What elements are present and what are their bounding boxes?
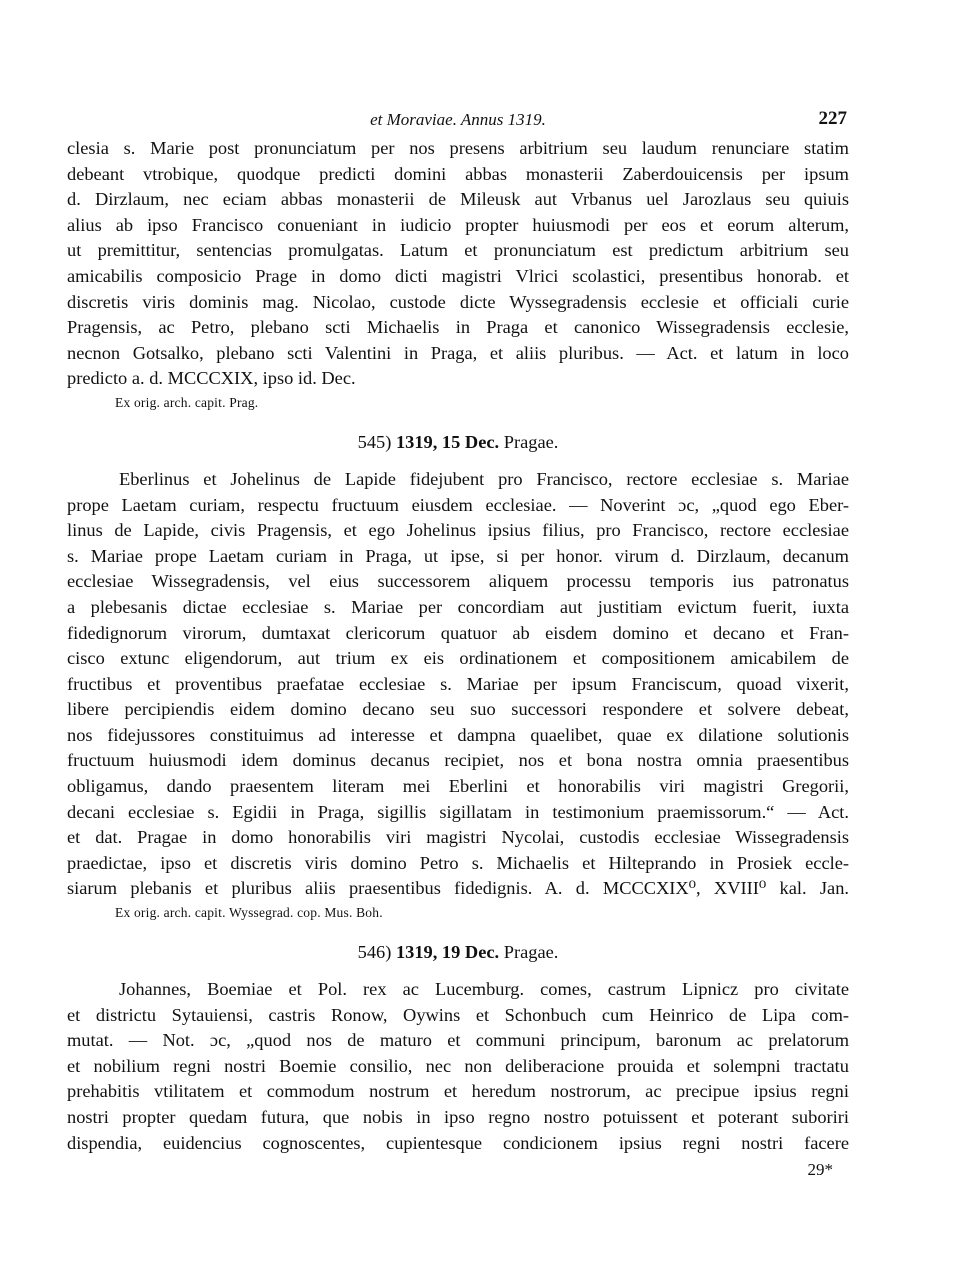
text-line: decani ecclesiae s. Egidii in Praga, sigillis sigillatam in testimonium praemissorum.“ — Act.	[67, 801, 849, 822]
text-line: a plebesanis dictae ecclesiae s. Mariae per concordiam aut justitiam evictum fuerit, iuxta	[67, 596, 849, 617]
text-line: nos fidejussores constituimus ad interesse et dampna quaelibet, quae ex dilatione solutionis	[67, 724, 849, 745]
text-line: fidedignorum virorum, dumtaxat clericorum quatuor ab eisdem domino et decano et Fran-	[67, 622, 849, 643]
source-note-545: Ex orig. arch. capit. Wyssegrad. cop. Mus. Boh.	[115, 905, 383, 921]
text-line: nostri propter quedam futura, que nobis in ipso regno nostro potuissent et poterant suboriri	[67, 1107, 849, 1127]
text-line: praedictae, ipso et discretis viris domino Petro s. Michaelis et Hilteprando in Prosiek eccle-	[67, 852, 849, 873]
document-number: 546)	[357, 942, 392, 963]
text-line: obligamus, dando praesentem literam mei Eberlini et honorabilis viri magistri Gregorii,	[67, 776, 849, 797]
text-line: et districtu Sytauiensi, castris Ronow, Oywins et Schonbuch cum Heinrico de Lipa com-	[67, 1004, 849, 1025]
text-line: fructibus et proventibus praefatae ecclesiae s. Mariae per ipsum Franciscum, quoad vixerit,	[67, 673, 849, 694]
text-line: prope Laetam curiam, respectu fructuum eiusdem ecclesiae. — Noverint ɔc, „quod ego Eber-	[67, 494, 849, 515]
page	[67, 106, 849, 1179]
text-line: d. Dirzlaum, nec eciam abbas monasterii de Mileusk aut Vrbanus uel Jarozlaus seu quiuis	[67, 189, 849, 210]
page-number: 227	[818, 108, 847, 129]
page-header	[67, 106, 849, 136]
document-546-text	[67, 977, 849, 1156]
text-line: siarum plebanis et pluribus aliis praesentibus fidedignis. A. d. MCCCXIX⁰, XVIII⁰ kal. Jan.	[67, 878, 849, 899]
document-date: 1319, 19 Dec.	[395, 942, 500, 963]
source-note-1: Ex orig. arch. capit. Prag.	[115, 394, 259, 410]
text-line: et dat. Pragae in domo honorabilis viri magistri Nycolai, custodis ecclesiae Wissegradensis	[67, 827, 849, 848]
document-number: 545)	[357, 431, 392, 452]
section-1-text	[67, 136, 849, 392]
text-line: Johannes, Boemiae et Pol. rex ac Lucemburg. comes, castrum Lipnicz pro civitate	[119, 979, 849, 1000]
text-line: ut premittitur, sentencias promulgatas. Latum et pronunciatum est predictum arbitrium seu	[67, 240, 849, 261]
text-line: Pragensis, ac Petro, plebano scti Michaelis in Praga et canonico Wissegradensis ecclesie,	[67, 317, 849, 338]
text-line: necnon Gotsalko, plebano scti Valentini in Praga, et aliis pluribus. — Act. et latum in loco	[67, 342, 849, 363]
document-place: Pragae.	[503, 942, 559, 963]
text-line: fructuum huiusmodi idem dominus decanus recipiet, nos et bona nostra omnia praesentibus	[67, 750, 849, 771]
document-heading-546	[67, 942, 849, 963]
text-line: amicabilis composicio Prage in domo dicti magistri Vlrici scolastici, presentibus honorab. et	[67, 265, 849, 286]
document-545-text	[67, 467, 849, 902]
text-line: discretis viris dominis mag. Nicolao, custode dicte Wyssegradensis ecclesie et officiali curie	[67, 291, 849, 312]
document-heading-545	[67, 432, 849, 453]
text-line: Eberlinus et Johelinus de Lapide fidejubent pro Francisco, rectore ecclesiae s. Mariae	[119, 468, 849, 489]
text-line: debeant vtrobique, quodque predicti domini abbas monasterii Zaberdouicensis per ipsum	[67, 163, 849, 184]
text-line: dispendia, euidencius cognoscentes, cupientesque condicionem ipsius regni nostri facere	[67, 1132, 849, 1153]
text-line: ecclesiae Wissegradensis, vel eius successorem aliquem processu temporis ius patronatus	[67, 571, 849, 592]
running-head: et Moraviae. Annus 1319.	[370, 110, 546, 129]
text-line: et nobilium regni nostri Boemie consilio, nec non deliberacione prouida et solempni tractatu	[67, 1055, 849, 1076]
document-date: 1319, 15 Dec.	[395, 431, 500, 452]
text-line: s. Mariae prope Laetam curiam in Praga, ut ipse, si per honor. virum d. Dirzlaum, decanum	[67, 545, 849, 566]
document-place: Pragae.	[503, 431, 559, 452]
text-line: prehabitis vtilitatem et commodum nostrum et heredum nostrorum, ac precipue ipsius regni	[67, 1081, 849, 1102]
signature-mark: 29*	[807, 1160, 833, 1179]
text-line: alius ab ipso Francisco conueniant in iudicio propter huiusmodi per eos et eorum alterum,	[67, 214, 849, 235]
text-line: clesia s. Marie post pronunciatum per nos presens arbitrium seu laudum renunciare statim	[67, 138, 849, 158]
text-line: linus de Lapide, civis Pragensis, et ego Johelinus ipsius filius, pro Francisco, rectore ecclesiae	[67, 520, 849, 541]
text-line: libere percipiendis eidem domino decano seu suo successori respondere et solvere debeat,	[67, 699, 849, 720]
text-line: cisco extunc eligendorum, aut trium ex eis ordinationem et compositionem amicabilem de	[67, 648, 849, 669]
text-line: mutat. — Not. ɔc, „quod nos de maturo et communi principum, baronum ac prelatorum	[67, 1030, 849, 1051]
text-line: predicto a. d. MCCCXIX, ipso id. Dec.	[67, 368, 356, 389]
